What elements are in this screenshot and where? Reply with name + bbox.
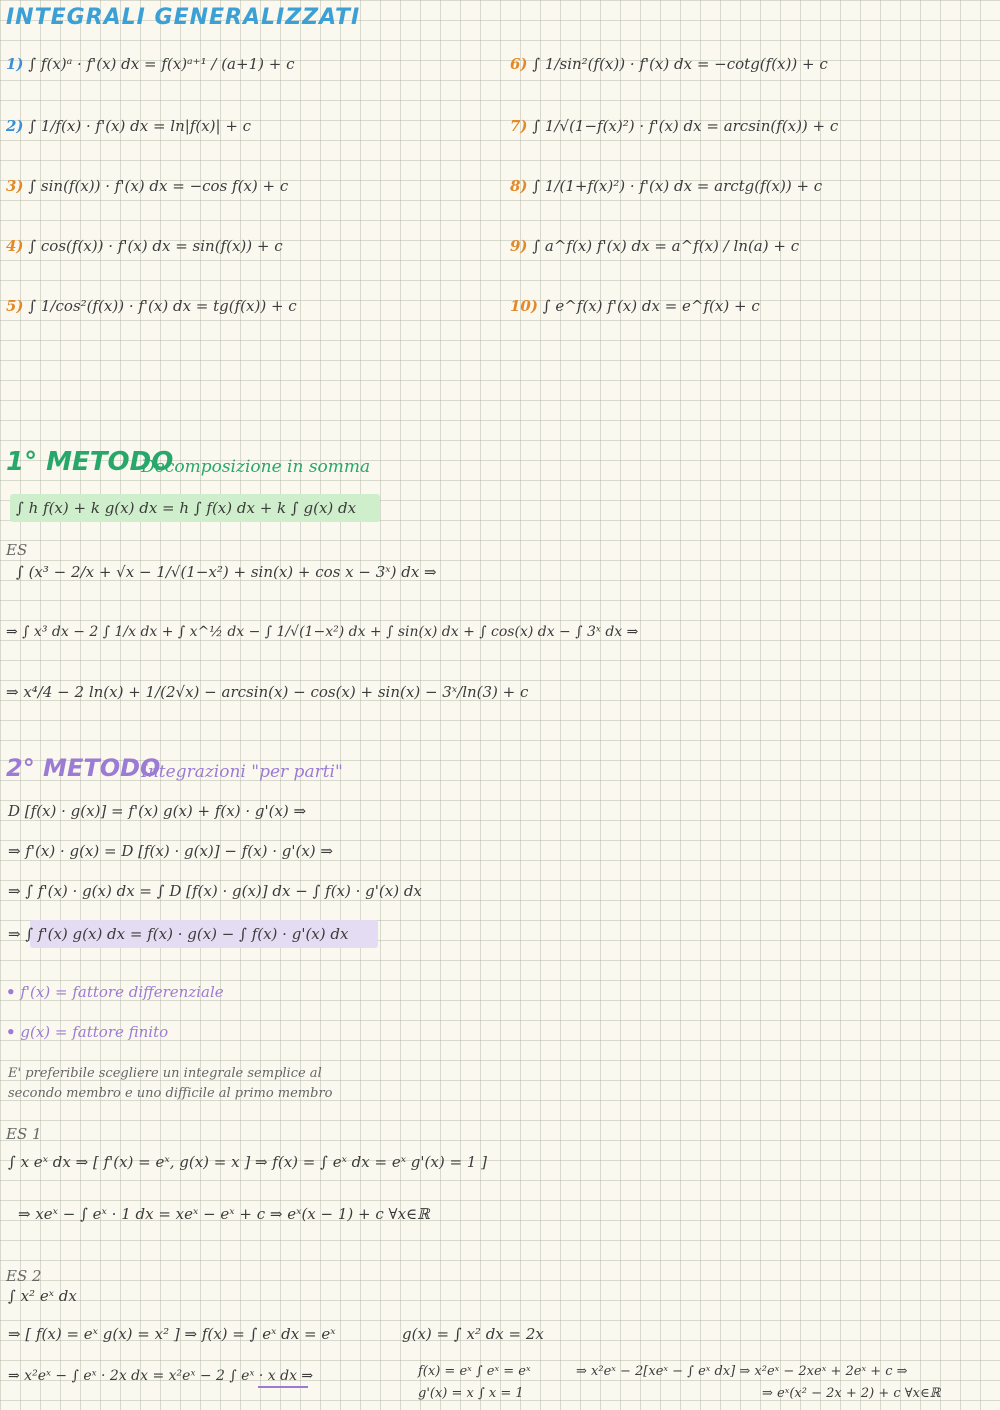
es2-line-2a: ⇒ x²eˣ − ∫ eˣ · 2x dx = x²eˣ − 2 ∫ eˣ · x dx ⇒	[8, 1368, 314, 1384]
es2-line-3: ⇒ eˣ(x² − 2x + 2) + c ∀x∈ℝ	[762, 1386, 941, 1401]
metodo1-rule: ∫ h f(x) + k g(x) dx = h ∫ f(x) dx + k ∫ g(x) dx	[16, 499, 357, 517]
metodo2-line-3: ⇒ ∫ f'(x) · g(x) dx = ∫ D [f(x) · g(x)] dx − ∫ f(x) · g'(x) dx	[8, 882, 422, 900]
metodo1-heading: 1° METODO	[6, 447, 174, 477]
rule-6: 6) ∫ 1/sin²(f(x)) · f'(x) dx = −cotg(f(x)) + c	[510, 55, 828, 73]
rule-7: 7) ∫ 1/√(1−f(x)²) · f'(x) dx = arcsin(f(x)) + c	[510, 117, 839, 135]
es2-line-2c: ⇒ x²eˣ − 2[xeˣ − ∫ eˣ dx] ⇒ x²eˣ − 2xeˣ + 2eˣ + c ⇒	[576, 1364, 908, 1379]
bullet-fattore-differenziale: • f'(x) = fattore differenziale	[6, 983, 224, 1001]
es1-line-1: ∫ x eˣ dx ⇒ [ f'(x) = eˣ, g(x) = x ] ⇒ f(x) = ∫ eˣ dx = eˣ g'(x) = 1 ]	[8, 1153, 487, 1171]
es2-line-1b: g(x) = ∫ x² dx = 2x	[402, 1325, 544, 1343]
es2-line-0: ∫ x² eˣ dx	[8, 1287, 77, 1305]
es2-side-1: f(x) = eˣ ∫ eˣ = eˣ	[418, 1364, 531, 1379]
es2-label: ES 2	[6, 1267, 42, 1285]
rule-3: 3) ∫ sin(f(x)) · f'(x) dx = −cos f(x) + c	[6, 177, 289, 195]
rule-1: 1) ∫ f(x)ᵃ · f'(x) dx = f(x)ᵃ⁺¹ / (a+1) + c	[6, 55, 295, 73]
page-title: INTEGRALI GENERALIZZATI	[6, 5, 361, 30]
es2-line-1a: ⇒ [ f(x) = eˣ g(x) = x² ] ⇒ f(x) = ∫ eˣ dx = eˣ	[8, 1325, 336, 1343]
metodo1-line-2: ⇒ ∫ x³ dx − 2 ∫ 1/x dx + ∫ x^½ dx − ∫ 1/√(1−x²) dx + ∫ sin(x) dx + ∫ cos(x) dx − ∫ 3ˣ dx ⇒	[6, 624, 639, 640]
metodo2-line-4: ⇒ ∫ f'(x) g(x) dx = f(x) · g(x) − ∫ f(x) · g'(x) dx	[8, 925, 349, 943]
rule-8: 8) ∫ 1/(1+f(x)²) · f'(x) dx = arctg(f(x)) + c	[510, 177, 823, 195]
es1-label: ES 1	[6, 1125, 42, 1143]
note-line-1: E' preferibile scegliere un integrale semplice al	[8, 1066, 322, 1081]
rule-10: 10) ∫ e^f(x) f'(x) dx = e^f(x) + c	[510, 297, 760, 315]
metodo1-subtitle: - Decomposizione in somma	[130, 457, 371, 477]
rule-2: 2) ∫ 1/f(x) · f'(x) dx = ln|f(x)| + c	[6, 117, 252, 135]
bullet-dot-icon: •	[6, 983, 16, 1001]
metodo2-line-1: D [f(x) · g(x)] = f'(x) g(x) + f(x) · g'(x) ⇒	[8, 802, 307, 820]
metodo1-es-label: ES	[6, 541, 28, 559]
metodo2-subtitle: - Integrazioni "per parti"	[130, 762, 343, 782]
note-line-2: secondo membro e uno difficile al primo membro	[8, 1086, 333, 1101]
metodo2-heading: 2° METODO	[6, 754, 161, 782]
es2-side-2: g'(x) = x ∫ x = 1	[418, 1386, 524, 1401]
bullet-fattore-finito: • g(x) = fattore finito	[6, 1023, 169, 1041]
rule-5: 5) ∫ 1/cos²(f(x)) · f'(x) dx = tg(f(x)) + c	[6, 297, 297, 315]
es1-line-2: ⇒ xeˣ − ∫ eˣ · 1 dx = xeˣ − eˣ + c ⇒ eˣ(x − 1) + c ∀x∈ℝ	[18, 1205, 430, 1223]
rule-4: 4) ∫ cos(f(x)) · f'(x) dx = sin(f(x)) + c	[6, 237, 283, 255]
bullet-dot-icon: •	[6, 1023, 16, 1041]
metodo1-line-1: ∫ (x³ − 2/x + √x − 1/√(1−x²) + sin(x) + cos x − 3ˣ) dx ⇒	[16, 563, 437, 581]
metodo2-line-2: ⇒ f'(x) · g(x) = D [f(x) · g(x)] − f(x) · g'(x) ⇒	[8, 842, 333, 860]
rule-9: 9) ∫ a^f(x) f'(x) dx = a^f(x) / ln(a) + c	[510, 237, 800, 255]
metodo1-line-3: ⇒ x⁴/4 − 2 ln(x) + 1/(2√x) − arcsin(x) − cos(x) + sin(x) − 3ˣ/ln(3) + c	[6, 683, 529, 701]
es2-underline	[258, 1386, 308, 1388]
